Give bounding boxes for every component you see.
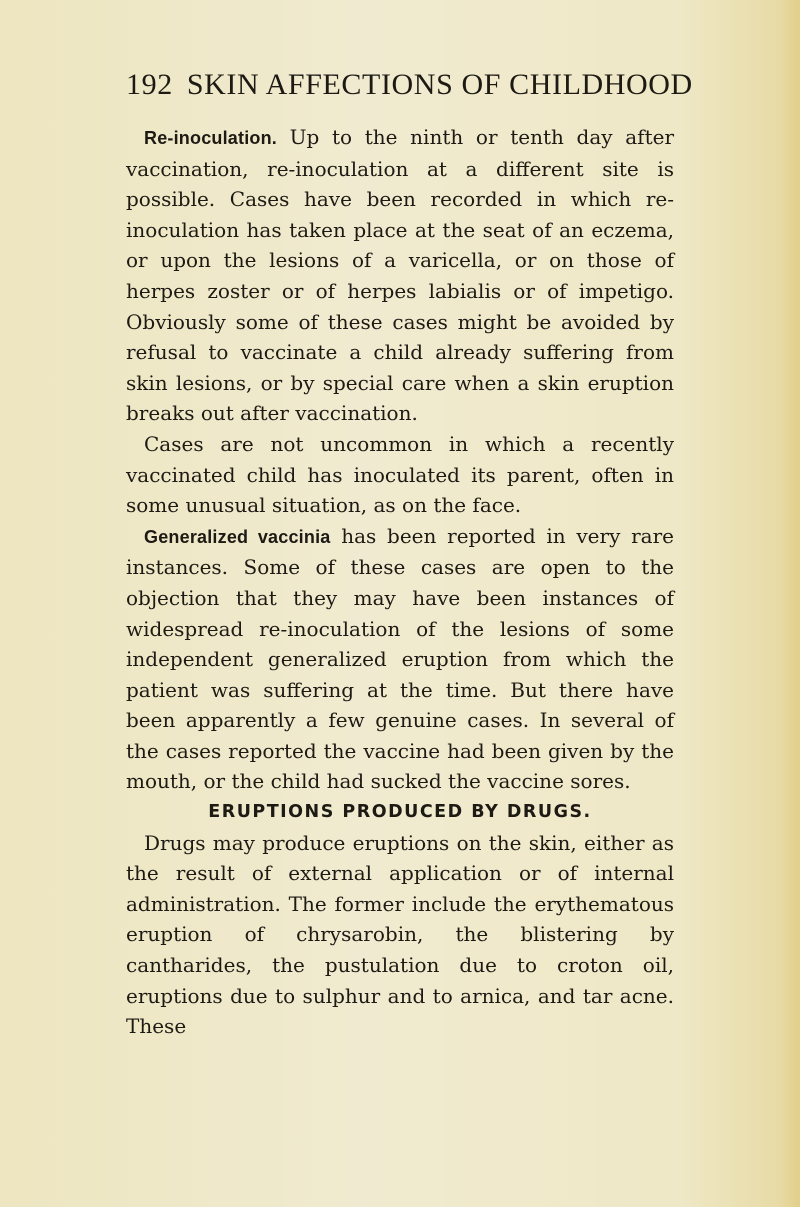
paragraph-text-reinoculation: Up to the ninth or tenth day after vaccination, re-inoculation at a different site is possible. Cases have been recorded in which re-inoculation has taken place at the seat of an eczema, or upon the lesions of a varicella, or on those of herpes zoster or of herpes labialis or of impetigo. Obviously some of these cases might be avoided by refusal to vaccinate a child already suffering from skin lesions, or by special care when a skin eruption breaks out after vaccination. [126,125,674,426]
section-heading-drug-eruptions: ERUPTIONS PRODUCED BY DRUGS. [208,802,592,823]
paragraph-drug-eruptions: Drugs may produce eruptions on the skin, either as the result of external application or of internal administration. The former include the erythematous eruption of chrysarobin, the blistering by cantharides, the pustulation due to croton oil, eruptions due to sulphur and to arnica, and tar acne. These [126,830,674,1039]
page-edge-shading [778,0,800,1207]
paragraph-lead-reinoculation: Re-inoculation. [144,128,277,148]
paragraph-parent-inoculation: Cases are not uncommon in which a recently vaccinated child has inoculated its parent, often in some unusual situation, as on the face. [126,431,674,518]
body-text [126,122,674,1042]
running-title: SKIN AFFECTIONS OF CHILDHOOD [186,68,693,101]
page-number: 192 [126,68,173,101]
paragraph-lead-generalized-vaccinia: Generalized vaccinia [144,526,331,547]
paragraph-text-generalized-vaccinia: has been reported in very rare instances. Some of these cases are open to the objection that they may have been instances of widespread re-inoculation of the lesions of some independent generalized eruption from which the patient was suffering at the time. But there have been apparently a few genuine cases. In several of the cases reported the vaccine had been given by the mouth, or the child had sucked the vaccine sores. [126,523,674,794]
paragraph-generalized-vaccinia [126,521,674,797]
paragraph-reinoculation [126,122,674,429]
running-header [126,68,693,102]
